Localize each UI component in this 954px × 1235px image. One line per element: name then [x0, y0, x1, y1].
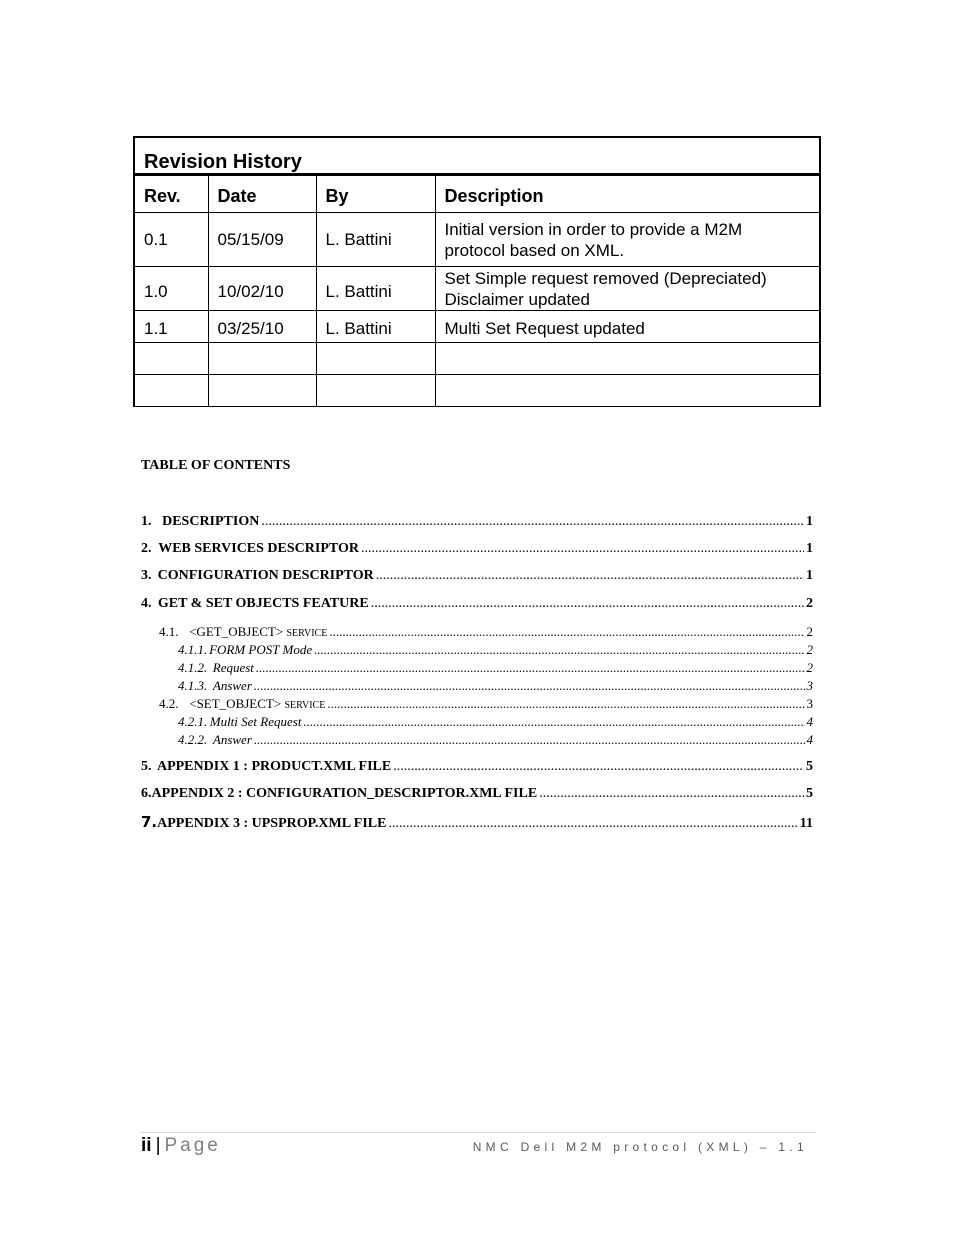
- column-header-description: Description: [435, 175, 820, 213]
- toc-page: 5: [806, 759, 813, 774]
- toc-entry-configuration-descriptor[interactable]: [141, 568, 813, 584]
- toc-page: 2: [806, 660, 813, 675]
- toc-leader: [256, 660, 805, 676]
- toc-number: 2.: [141, 541, 152, 556]
- toc-leader: [539, 786, 804, 802]
- toc-page: 2: [806, 642, 813, 657]
- toc-page: 11: [799, 816, 813, 831]
- toc-number: 1.: [141, 514, 152, 529]
- toc-label: Request: [212, 660, 254, 675]
- toc-label: WEB SERVICES DESCRIPTOR: [158, 541, 359, 556]
- toc-label: DESCRIPTION: [162, 514, 260, 529]
- table-row: [134, 343, 820, 375]
- date-cell: 03/25/10: [208, 311, 316, 343]
- toc-leader: [393, 759, 804, 775]
- description-line: protocol based on XML.: [444, 240, 625, 260]
- description-line: Set Simple request removed (Depreciated): [444, 268, 767, 288]
- toc-entry-appendix-2[interactable]: [141, 786, 813, 802]
- toc-entry-answer[interactable]: [141, 678, 813, 694]
- toc-page: 5: [806, 786, 813, 801]
- toc-label: APPENDIX 3 : UPSPROP.XML FILE: [157, 816, 387, 831]
- toc-label: GET & SET OBJECTS FEATURE: [157, 596, 369, 611]
- toc-number: 5.: [141, 759, 152, 774]
- toc-entry-appendix-3[interactable]: [141, 813, 813, 832]
- toc-entry-web-services-descriptor[interactable]: [141, 541, 813, 557]
- description-line: Disclaimer updated: [444, 289, 591, 309]
- toc-page: 2: [806, 624, 813, 639]
- toc-leader: [303, 714, 804, 730]
- toc-entry-description[interactable]: [141, 514, 813, 530]
- toc-label: [189, 696, 325, 712]
- toc-page: 1: [806, 568, 813, 583]
- revision-history-title: Revision History: [134, 137, 820, 175]
- toc-label-smallcaps: SERVICE: [286, 628, 328, 639]
- toc-number: 4.1.1.: [178, 642, 208, 657]
- footer-page-indicator: [141, 1135, 221, 1157]
- toc-entry-appendix-1[interactable]: [141, 759, 813, 775]
- column-header-rev: Rev.: [134, 175, 208, 213]
- date-cell: 10/02/10: [208, 267, 316, 311]
- toc-label: [189, 624, 327, 640]
- table-row: [134, 375, 820, 407]
- toc-number: 4.1.: [159, 624, 179, 639]
- footer-divider: [140, 1132, 816, 1133]
- toc-leader: [254, 732, 805, 748]
- footer-separator: |: [155, 1135, 161, 1156]
- empty-cell: [435, 343, 820, 375]
- toc-leader: [329, 624, 804, 640]
- toc-leader: [261, 514, 804, 530]
- rev-cell: 1.0: [134, 267, 208, 311]
- by-cell: L. Battini: [316, 267, 435, 311]
- column-header-date: Date: [208, 175, 316, 213]
- toc-page: 4: [806, 714, 813, 729]
- toc-entry-get-object-service[interactable]: [141, 624, 813, 640]
- table-row: [134, 213, 820, 267]
- toc-leader: [361, 541, 804, 557]
- toc-label: FORM POST Mode: [209, 642, 313, 657]
- empty-cell: [208, 375, 316, 407]
- table-row: [134, 267, 820, 311]
- toc-page: 1: [806, 514, 813, 529]
- column-header-by: By: [316, 175, 435, 213]
- toc-number: 4.: [141, 596, 152, 611]
- by-cell: L. Battini: [316, 213, 435, 267]
- toc-label: CONFIGURATION DESCRIPTOR: [157, 568, 374, 583]
- toc-leader: [327, 696, 804, 712]
- toc-label-main: <GET_OBJECT>: [189, 624, 287, 639]
- toc-entry-multi-set-request[interactable]: [141, 714, 813, 730]
- toc-entry-request[interactable]: [141, 660, 813, 676]
- toc-number: 4.1.2.: [178, 660, 208, 675]
- toc-leader: [254, 678, 805, 694]
- toc-label-smallcaps: SERVICE: [284, 700, 326, 711]
- toc-page: 3: [806, 696, 813, 711]
- footer-doc-title: NMC Dell M2M protocol (XML) – 1.1: [472, 1140, 808, 1154]
- empty-cell: [134, 343, 208, 375]
- toc-number: 6.: [141, 786, 152, 801]
- by-cell: L. Battini: [316, 311, 435, 343]
- table-row: [134, 311, 820, 343]
- toc-label: Answer: [212, 732, 252, 747]
- toc-number: 4.2.1.: [178, 714, 208, 729]
- rev-cell: 1.1: [134, 311, 208, 343]
- description-cell: [435, 213, 820, 267]
- toc-label: Answer: [212, 678, 252, 693]
- empty-cell: [435, 375, 820, 407]
- empty-cell: [316, 375, 435, 407]
- description-line: Initial version in order to provide a M2M: [444, 219, 743, 239]
- toc-number: 4.1.3.: [178, 678, 208, 693]
- page-word: Page: [164, 1135, 221, 1156]
- description-cell: Multi Set Request updated: [435, 311, 820, 343]
- description-cell: [435, 267, 820, 311]
- toc-number: 4.2.2.: [178, 732, 208, 747]
- empty-cell: [134, 375, 208, 407]
- toc-number: 4.2.: [159, 696, 179, 711]
- toc-page: 3: [806, 678, 813, 693]
- toc-entry-form-post-mode[interactable]: [141, 642, 813, 658]
- table-header-row: [134, 175, 820, 213]
- toc-label: Multi Set Request: [209, 714, 302, 729]
- toc-leader: [314, 642, 804, 658]
- toc-label: APPENDIX 2 : CONFIGURATION_DESCRIPTOR.XML FILE: [151, 786, 538, 801]
- toc-number: 3.: [141, 568, 152, 583]
- page-number: ii: [141, 1135, 152, 1156]
- empty-cell: [208, 343, 316, 375]
- toc-label: APPENDIX 1 : PRODUCT.XML FILE: [156, 759, 392, 774]
- toc-leader: [376, 568, 804, 584]
- toc-entry-set-object-service[interactable]: [141, 696, 813, 712]
- revision-history-table: [133, 136, 821, 407]
- toc-leader: [388, 816, 797, 832]
- toc-number: 7.: [141, 813, 158, 831]
- toc-label-main: <SET_OBJECT>: [189, 696, 285, 711]
- toc-title: TABLE OF CONTENTS: [141, 458, 291, 473]
- rev-cell: 0.1: [134, 213, 208, 267]
- empty-cell: [316, 343, 435, 375]
- toc-leader: [371, 596, 804, 612]
- toc-page: 4: [806, 732, 813, 747]
- toc-entry-get-set-objects[interactable]: [141, 596, 813, 612]
- toc-entry-answer-2[interactable]: [141, 732, 813, 748]
- toc-page: 2: [806, 596, 813, 611]
- date-cell: 05/15/09: [208, 213, 316, 267]
- toc-page: 1: [806, 541, 813, 556]
